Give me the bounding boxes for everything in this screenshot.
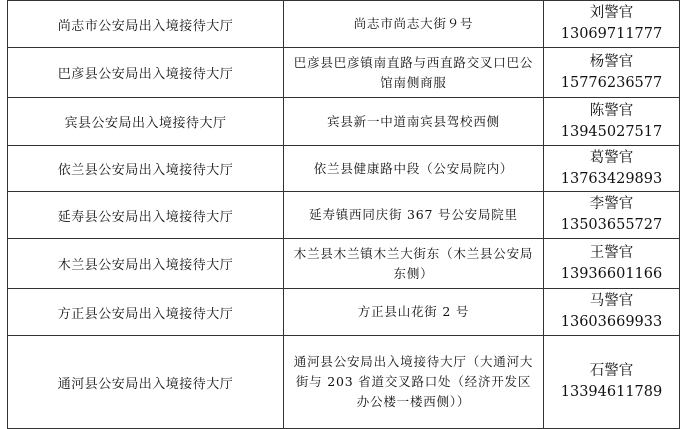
table-row [8, 239, 680, 289]
officer-name: 王警官 [589, 244, 634, 261]
table-row [8, 48, 680, 98]
table-row [8, 192, 680, 239]
office-name: 通河县公安局出入境接待大厅 [8, 336, 284, 429]
table-row [8, 146, 680, 192]
office-name: 方正县公安局出入境接待大厅 [8, 289, 284, 336]
phone-number: 13936601166 [560, 265, 663, 282]
officer-name: 刘警官 [589, 5, 634, 21]
office-address: 延寿镇西同庆街 367 号公安局院里 [284, 192, 544, 239]
office-address: 尚志市尚志大街９号 [284, 1, 544, 48]
office-name: 巴彦县公安局出入境接待大厅 [8, 48, 284, 98]
table-row [8, 1, 680, 48]
office-name: 宾县公安局出入境接待大厅 [8, 98, 284, 146]
office-address: 木兰县木兰镇木兰大街东（木兰县公安局东侧） [284, 239, 544, 289]
contact-cell [544, 98, 680, 146]
contact-cell [544, 1, 680, 48]
office-address: 巴彦县巴彦镇南直路与西直路交叉口巴公馆南侧商服 [284, 48, 544, 98]
officer-name: 李警官 [589, 196, 634, 212]
contact-cell [544, 192, 680, 239]
table-row [8, 336, 680, 429]
contact-cell [544, 289, 680, 336]
officer-name: 石警官 [589, 363, 634, 379]
phone-number: 13763429893 [560, 170, 663, 187]
officer-name: 杨警官 [589, 53, 634, 70]
phone-number: 13069711777 [560, 26, 663, 42]
contact-cell [544, 239, 680, 289]
office-name: 延寿县公安局出入境接待大厅 [8, 192, 284, 239]
office-name: 尚志市公安局出入境接待大厅 [8, 1, 284, 48]
office-address: 依兰县健康路中段（公安局院内） [284, 146, 544, 192]
office-contacts-table [7, 0, 680, 429]
phone-number: 15776236577 [560, 74, 663, 91]
table-row [8, 289, 680, 336]
table-row [8, 98, 680, 146]
office-address: 方正县山花街 2 号 [284, 289, 544, 336]
contact-cell [544, 336, 680, 429]
phone-number: 13945027517 [560, 123, 663, 140]
office-address: 通河县公安局出入境接待大厅（大通河大街与 203 省道交叉路口处（经济开发区办公楼一楼西侧）） [284, 336, 544, 429]
phone-number: 13503655727 [560, 217, 663, 233]
office-name: 依兰县公安局出入境接待大厅 [8, 146, 284, 192]
contact-cell [544, 146, 680, 192]
contact-cell [544, 48, 680, 98]
officer-name: 葛警官 [589, 149, 634, 166]
phone-number: 13603669933 [560, 314, 663, 330]
phone-number: 13394611789 [560, 384, 663, 400]
office-address: 宾县新一中道南宾县驾校西侧 [284, 98, 544, 146]
officer-name: 陈警官 [589, 102, 634, 119]
office-name: 木兰县公安局出入境接待大厅 [8, 239, 284, 289]
officer-name: 马警官 [589, 293, 634, 309]
